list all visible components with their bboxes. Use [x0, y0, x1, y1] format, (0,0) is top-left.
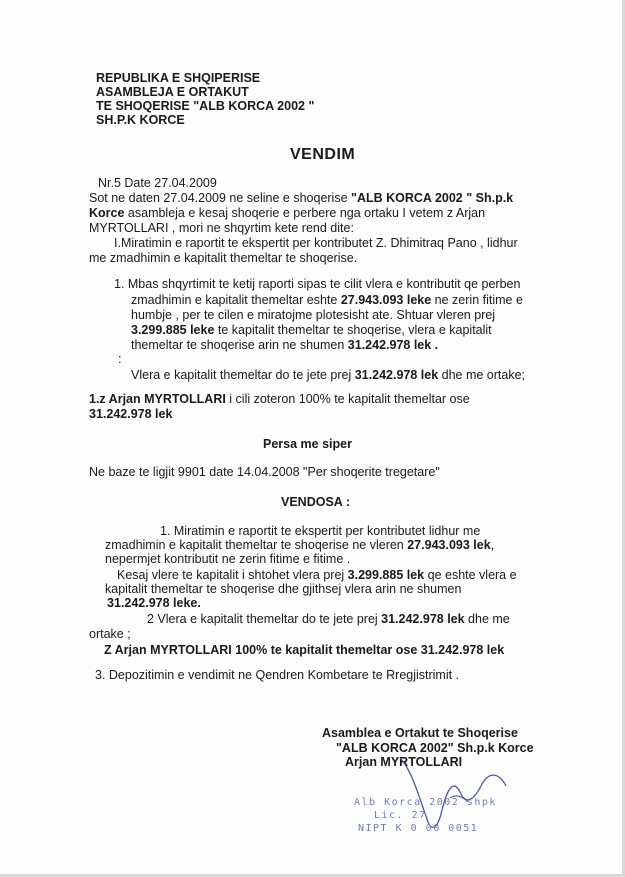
header-line-3: TE SHOQERISE "ALB KORCA 2002 ": [96, 99, 315, 113]
company-stamp: [352, 797, 502, 839]
decision2-line-1: 2 Vlera e kapitalit themeltar do te jete prej 31.242.978 lek dhe me: [147, 612, 510, 626]
intro-line-3: MYRTOLLARI , mori ne shqyrtim kete rend dite:: [89, 221, 354, 235]
decision-owner-name: Z Arjan MYRTOLLARI: [104, 643, 232, 657]
intro-line-4: I.Miratimin e raportit te ekspertit per kontributet Z. Dhimitraq Pano , lidhur: [114, 236, 518, 250]
contribution-value: 27.943.093 leke: [340, 293, 432, 307]
stamp-line-1: Alb Korca 2002 shpk: [354, 797, 497, 808]
point1-line-4: 3.299.885 leke te kapitalit themeltar te shoqerise, vlera e kapitalit: [131, 323, 492, 337]
city-name: Korce: [89, 206, 125, 220]
decision1-line-1: 1. Miratimin e raportit te ekspertit per kontributet lidhur me: [160, 524, 481, 538]
decision-added-value: 3.299.885 lek: [347, 568, 425, 582]
stamp-line-3: NIPT K 0 00 0051: [358, 823, 479, 834]
point1-line-2: zmadhimin e kapitalit themeltar eshte 27.943.093 leke ne zerin fitime e: [131, 293, 523, 307]
decision3-line: 3. Depozitimin e vendimit ne Qendren Kombetare te Rregjistrimit .: [95, 668, 460, 682]
header-line-1: REPUBLIKA E SHQIPERISE: [96, 71, 261, 85]
colon-mark: :: [118, 352, 122, 366]
decision2-line-3: Z Arjan MYRTOLLARI 100% te kapitalit themeltar ose 31.242.978 lek: [104, 643, 505, 657]
intro-text: Sot ne daten 27.04.2009 ne seline e shoqerise: [89, 191, 352, 205]
capital-line: Vlera e kapitalit themeltar do te jete prej 31.242.978 lek dhe me ortake;: [131, 368, 526, 382]
document-title: VENDIM: [290, 146, 356, 163]
signature-line-1: Asamblea e Ortakut te Shoqerise: [322, 726, 518, 740]
stamp-line-2: Lic. 27: [374, 810, 427, 821]
header-line-4: SH.P.K KORCE: [96, 113, 185, 127]
point1-line-5: themeltar te shoqerise arin ne shumen 31.242.978 lek .: [131, 338, 439, 352]
signature-line-2: "ALB KORCA 2002" Sh.p.k Korce: [336, 741, 534, 755]
law-reference: Ne baze te ligjit 9901 date 14.04.2008 "Per shoqerite tregetare": [89, 465, 440, 479]
company-name: "ALB KORCA 2002 " Sh.p.k: [351, 191, 514, 205]
capital-value: 31.242.978 lek: [354, 368, 439, 382]
total-value: 31.242.978 lek .: [347, 338, 439, 352]
point1-line-3: humbje , per te cilen e miratojme plotesisht ate. Shtuar vleren prej: [131, 308, 496, 322]
intro-line-5: me zmadhimin e kapitalit themeltar te shoqerise.: [89, 251, 358, 265]
intro-line-1: [89, 191, 513, 206]
decision1-line-4: Kesaj vlere te kapitalit i shtohet vlera prej 3.299.885 lek qe eshte vlera e: [117, 568, 517, 582]
owner-capital: 31.242.978 lek: [89, 407, 173, 421]
decision-contribution-value: 27.943.093 lek: [407, 538, 491, 552]
header-line-2: ASAMBLEJA E ORTAKUT: [96, 85, 249, 99]
decision1-line-3: nepermjet kontributit ne zerin fitime e fitime .: [105, 552, 351, 566]
decision2-line-2: ortake ;: [89, 627, 131, 641]
point1-line-1: 1. Mbas shqyrtimit te ketij raporti sipas te cilit vlera e kontributit qe perben: [114, 277, 521, 291]
intro-text: asambleja e kesaj shoqerie e perbere nga ortaku I vetem z Arjan: [124, 206, 486, 220]
added-value: 3.299.885 leke: [131, 323, 215, 337]
decision-capital-value: 31.242.978 lek: [381, 612, 465, 626]
signature-line-3: Arjan MYRTOLLARI: [345, 755, 463, 769]
owner-line-1: 1.z Arjan MYRTOLLARI i cili zoteron 100% te kapitalit themeltar ose: [89, 392, 470, 406]
decision1-line-2: zmadhimin e kapitalit themeltar te shoqerise ne vleren 27.943.093 lek,: [105, 538, 495, 552]
document-reference: Nr.5 Date 27.04.2009: [98, 176, 217, 190]
owner-name: 1.z Arjan MYRTOLLARI: [89, 392, 226, 406]
vendosa-heading: VENDOSA :: [281, 495, 350, 509]
decision1-line-5: kapitalit themeltar te shoqerise dhe gjithsej vlera arin ne shumen: [105, 582, 462, 596]
persa-heading: Persa me siper: [263, 437, 352, 451]
intro-line-2: [89, 206, 485, 221]
decision1-total: 31.242.978 leke.: [107, 596, 201, 610]
